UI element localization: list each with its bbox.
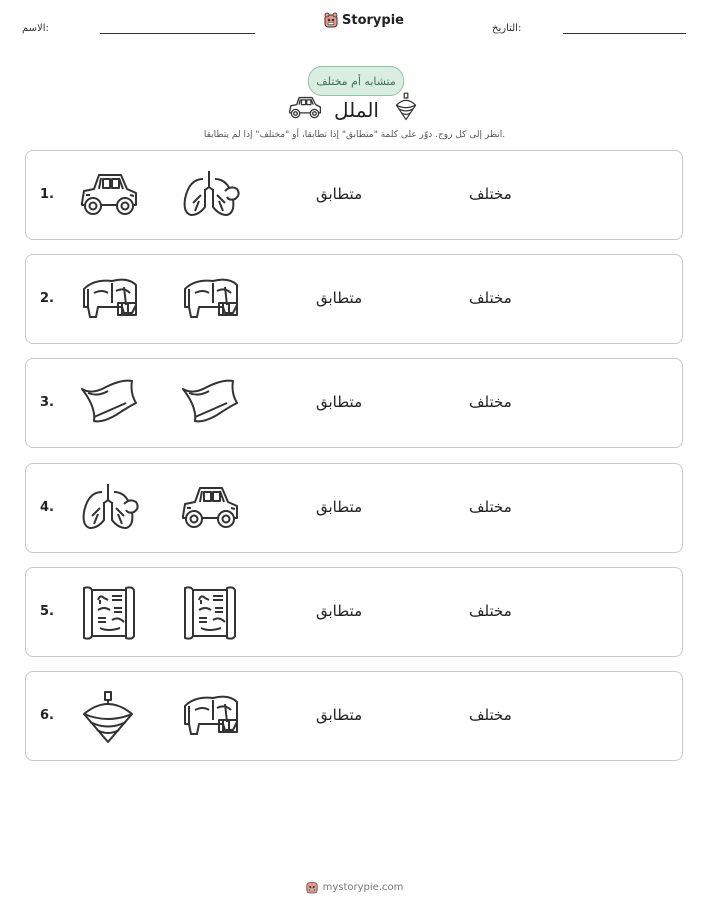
pillow-icon (78, 377, 140, 431)
covered-furniture-icon (179, 690, 241, 744)
footer (0, 880, 709, 894)
storypie-mascot-icon (324, 12, 338, 28)
row-number: 4. (40, 500, 54, 515)
spinning-top-icon (394, 92, 418, 122)
row-number: 1. (40, 187, 54, 202)
car-icon (78, 169, 140, 223)
date-label: التاريخ: (492, 23, 522, 34)
same-option[interactable]: متطابق (316, 393, 363, 411)
lungs-icon (179, 169, 241, 223)
spinning-top-icon (78, 690, 140, 744)
worksheet-title: الملل (334, 98, 379, 122)
different-option[interactable]: مختلف (469, 498, 512, 516)
covered-furniture-icon (179, 273, 241, 327)
match-row-6 (25, 671, 683, 761)
same-option[interactable]: متطابق (316, 602, 363, 620)
hieroglyph-scroll-icon (78, 586, 140, 640)
different-option[interactable]: مختلف (469, 602, 512, 620)
footer-site-link[interactable]: mystorypie.com (322, 881, 404, 893)
instructions: انظر إلى كل زوج. دوّر على كلمة "متطابق" إذا تطابقا، أو "مختلف" إذا لم يتطابقا. (203, 130, 506, 140)
covered-furniture-icon (78, 273, 140, 327)
name-label: الاسم: (22, 23, 49, 34)
row-number: 3. (40, 395, 54, 410)
match-row-3 (25, 358, 683, 448)
storypie-mascot-icon (306, 880, 318, 894)
match-row-1 (25, 150, 683, 240)
match-row-4 (25, 463, 683, 553)
row-number: 6. (40, 708, 54, 723)
different-option[interactable]: مختلف (469, 393, 512, 411)
car-icon (287, 94, 323, 120)
same-option[interactable]: متطابق (316, 706, 363, 724)
car-icon (179, 482, 241, 536)
match-row-5 (25, 567, 683, 657)
hieroglyph-scroll-icon (179, 586, 241, 640)
pillow-icon (179, 377, 241, 431)
match-row-2 (25, 254, 683, 344)
lungs-icon (78, 482, 140, 536)
row-number: 2. (40, 291, 54, 306)
brand-name: Storypie (342, 12, 404, 28)
category-tag: متشابه أم مختلف (308, 66, 404, 96)
different-option[interactable]: مختلف (469, 289, 512, 307)
date-line[interactable] (563, 33, 686, 34)
same-option[interactable]: متطابق (316, 185, 363, 203)
different-option[interactable]: مختلف (469, 185, 512, 203)
brand-logo (324, 12, 404, 28)
name-line[interactable] (100, 33, 255, 34)
row-number: 5. (40, 604, 54, 619)
same-option[interactable]: متطابق (316, 498, 363, 516)
same-option[interactable]: متطابق (316, 289, 363, 307)
different-option[interactable]: مختلف (469, 706, 512, 724)
